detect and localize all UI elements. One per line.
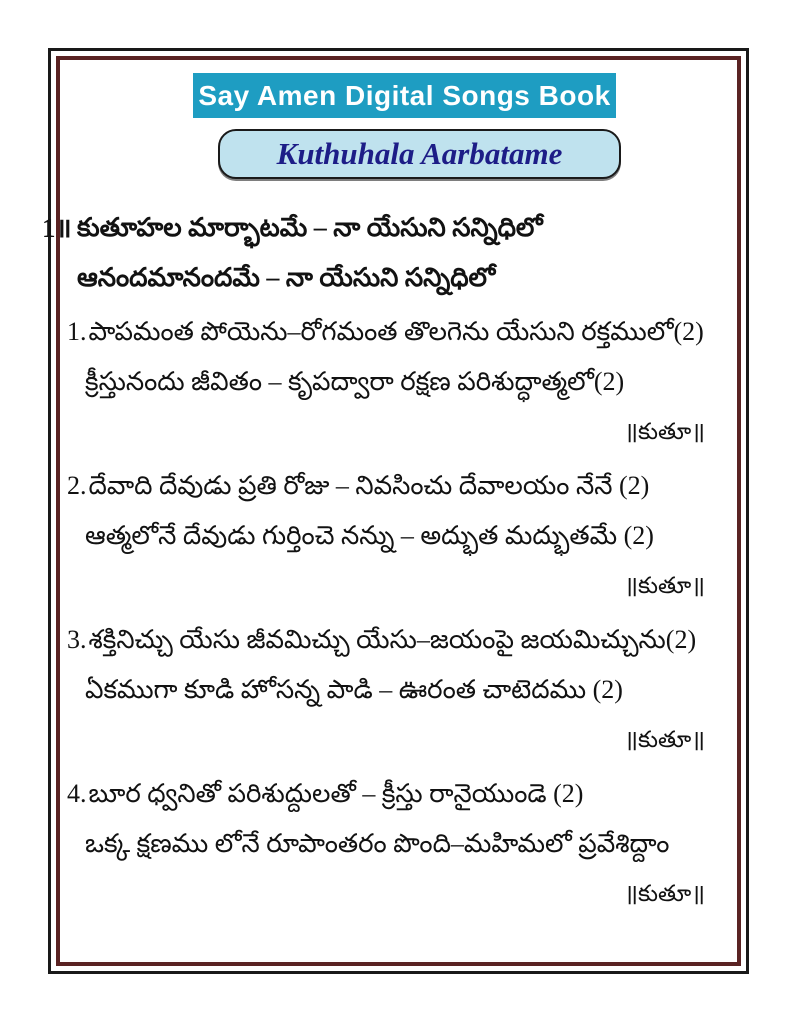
verse-2	[65, 461, 733, 611]
verse-2-line-1-text: దేవాది దేవుడు ప్రతి రోజు – నివసించు దేవాలయం నేనే (2)	[88, 471, 650, 500]
pallavi-line-1-text: కుతూహల మార్భాటమే – నా యేసుని సన్నిధిలో	[77, 213, 543, 242]
pallavi-line-2-text: ఆనందమానందమే – నా యేసుని సన్నిధిలో	[77, 263, 496, 292]
book-title: Say Amen Digital Songs Book	[198, 79, 611, 111]
verse-3	[65, 615, 733, 765]
verse-2-number: 2.	[67, 471, 87, 500]
verse-2-line-2	[65, 511, 733, 561]
verse-4-refrain: ॥కుతూ॥	[624, 881, 705, 906]
verse-1-line-2-text: క్రీస్తునందు జీవితం – కృపద్వారా రక్షణ పరిశుద్ధాత్మలో(2)	[85, 367, 625, 396]
verse-4-line-2	[65, 819, 733, 869]
song-title: Kuthuhala Aarbatame	[276, 136, 563, 171]
verse-1	[65, 307, 733, 457]
verse-3-number: 3.	[67, 625, 87, 654]
book-header-banner	[193, 73, 616, 118]
verse-1-line-1-text: పాపమంత పోయెను–రోగమంత తొలగెను యేసుని రక్తములో(2)	[88, 317, 704, 346]
verse-1-line-2	[65, 357, 733, 407]
pallavi-line-1	[42, 203, 733, 253]
verse-2-line-1	[65, 461, 733, 511]
pallavi	[42, 203, 733, 303]
song-number-marker: 1॥	[42, 213, 72, 243]
page-content	[42, 70, 733, 919]
verse-4-line-1	[65, 769, 733, 819]
verse-1-number: 1.	[67, 317, 87, 346]
verse-4	[65, 769, 733, 919]
verse-3-refrain: ॥కుతూ॥	[624, 727, 705, 752]
verse-3-line-1-text: శక్తినిచ్చు యేసు జీవమిచ్చు యేసు–జయంపై జయమిచ్చును(2)	[88, 625, 697, 654]
verse-1-line-1	[65, 307, 733, 357]
verse-4-number: 4.	[67, 779, 87, 808]
verse-4-line-2-text: ఒక్క క్షణము లోనే రూపాంతరం పొంది–మహిమలో ప్రవేశిద్దాం	[85, 829, 670, 858]
verse-2-line-2-text: ఆత్మలోనే దేవుడు గుర్తించె నన్ను – అద్భుత మద్భుతమే (2)	[85, 521, 654, 550]
verse-3-line-1	[65, 615, 733, 665]
pallavi-line-2	[65, 253, 733, 303]
verse-1-refrain: ॥కుతూ॥	[624, 419, 705, 444]
verse-3-line-2-text: ఏకముగా కూడి హోసన్న పాడి – ఊరంత చాటెదము (2)	[85, 675, 623, 704]
verse-2-refrain: ॥కుతూ॥	[624, 573, 705, 598]
lyrics-block	[42, 203, 733, 919]
verse-3-line-2	[65, 665, 733, 715]
song-title-pill	[218, 129, 621, 179]
verse-4-line-1-text: బూర ధ్వనితో పరిశుద్దులతో – క్రీస్తు రానైయుండె (2)	[88, 779, 584, 808]
